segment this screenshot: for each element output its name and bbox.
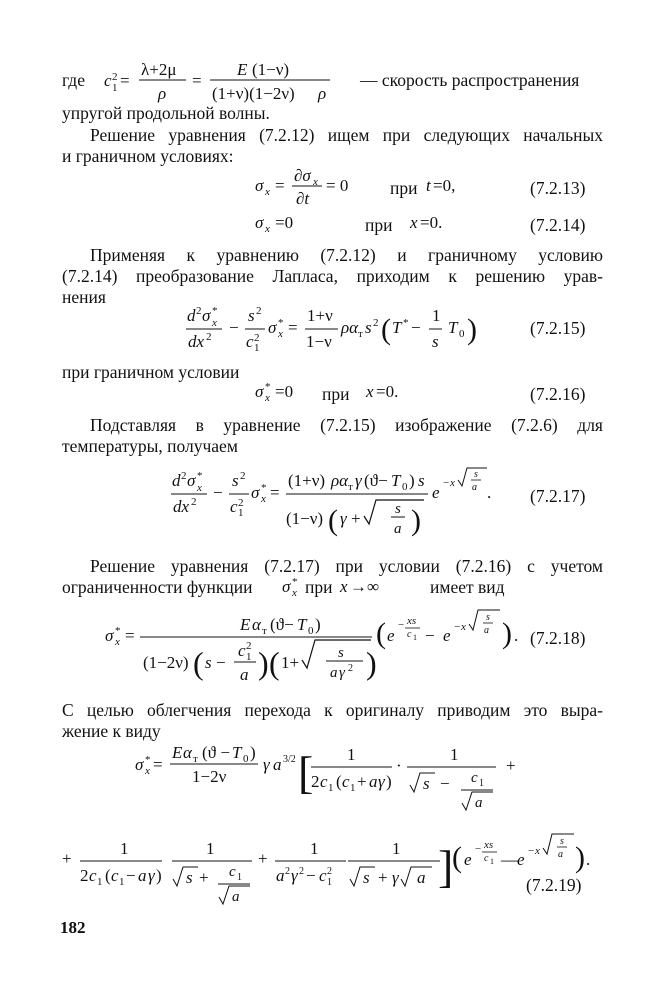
svg-text:1: 1 — [490, 857, 494, 866]
formula-c1-definition — [104, 60, 330, 103]
svg-text:σ: σ — [135, 755, 144, 774]
text-p2-line1: Решение уравнения (7.2.12) ищем при следующих начальных — [90, 125, 603, 145]
svg-text:e: e — [387, 626, 395, 645]
svg-text:x: x — [265, 223, 270, 235]
svg-text:s: s — [395, 501, 401, 517]
svg-text:2: 2 — [254, 332, 260, 344]
text-longitudinal-wave: упругой продольной волны. — [62, 103, 270, 123]
svg-text:c: c — [342, 772, 350, 791]
svg-text:т: т — [348, 481, 353, 493]
svg-text:a: a — [273, 755, 282, 774]
svg-text:t: t — [426, 176, 431, 195]
svg-text:x: x — [292, 587, 297, 599]
svg-text:s: s — [248, 306, 255, 325]
svg-text:]: ] — [438, 841, 454, 892]
svg-text:s: s — [232, 471, 239, 490]
svg-text:—: — — [501, 850, 518, 869]
svg-text:(: ( — [381, 313, 391, 346]
svg-text:ρ: ρ — [158, 84, 167, 103]
text-p4-line1: при граничном условии — [62, 362, 240, 382]
svg-text:σ: σ — [202, 306, 211, 325]
svg-text:ρα: ρα — [331, 471, 349, 490]
svg-text:c: c — [89, 866, 97, 885]
svg-text:s: s — [338, 645, 344, 661]
svg-text:=0: =0 — [275, 382, 294, 401]
text-speed-of-propagation: — скорость распространения — [360, 70, 580, 90]
svg-text:T: T — [448, 318, 458, 337]
svg-text:(1−ν): (1−ν) — [252, 60, 290, 79]
svg-text:): ) — [502, 617, 512, 650]
svg-text:1: 1 — [112, 82, 118, 94]
eq-number-7-2-14: (7.2.14) — [530, 215, 586, 235]
svg-text:c: c — [320, 772, 328, 791]
svg-text:x: x — [265, 186, 270, 198]
svg-text:1: 1 — [238, 507, 244, 519]
svg-text:−: − — [528, 845, 535, 857]
formula-7-2-14 — [255, 213, 442, 235]
svg-text:т: т — [358, 328, 363, 340]
svg-text:σ: σ — [268, 318, 277, 337]
svg-text:+: + — [506, 756, 516, 775]
eq16-cond-word: при — [322, 384, 350, 404]
svg-text:e: e — [517, 850, 525, 869]
svg-text:): ) — [409, 471, 415, 490]
svg-text:c: c — [229, 864, 236, 880]
svg-text:c: c — [238, 641, 246, 660]
svg-text:·: · — [396, 756, 402, 775]
svg-text:σ: σ — [105, 626, 114, 645]
svg-text:−: − — [398, 619, 405, 631]
svg-text:2: 2 — [238, 497, 244, 509]
eq-number-7-2-18: (7.2.18) — [530, 628, 586, 648]
svg-text:a: a — [558, 849, 563, 860]
text-p6-line1: Решение уравнения (7.2.17) при условии (7.2.16) с учетом — [90, 556, 603, 576]
eq-number-7-2-17: (7.2.17) — [530, 486, 586, 506]
svg-text:x: x — [450, 477, 455, 489]
svg-text:γ: γ — [340, 509, 347, 528]
svg-text:E: E — [240, 615, 251, 634]
svg-text:γ: γ — [263, 755, 270, 774]
svg-text:s: s — [423, 774, 430, 793]
svg-text:−: − — [454, 621, 461, 633]
svg-text:(1+ν): (1+ν) — [288, 471, 326, 490]
text-p6-line2a: ограниченности функции — [62, 577, 253, 597]
inline-x-to-infinity — [339, 577, 379, 596]
svg-text:2: 2 — [311, 772, 320, 791]
svg-text:∂t: ∂t — [296, 189, 310, 208]
svg-text:s: s — [418, 471, 425, 490]
svg-text:T: T — [391, 471, 401, 490]
svg-text:(1−2ν): (1−2ν) — [143, 653, 189, 672]
svg-text:T: T — [232, 743, 242, 762]
text-p3-line3: нения — [62, 287, 106, 307]
svg-text:1: 1 — [310, 839, 319, 858]
svg-text:0: 0 — [459, 328, 465, 340]
svg-text:1: 1 — [450, 745, 459, 764]
svg-text:): ) — [575, 841, 585, 874]
svg-text:s: s — [474, 469, 478, 480]
svg-text:−: − — [440, 774, 450, 793]
svg-text:+: + — [357, 772, 367, 791]
inline-sigma-x-star — [282, 576, 298, 599]
svg-text:): ) — [411, 504, 421, 537]
svg-text:): ) — [156, 866, 162, 885]
svg-text:a: a — [138, 866, 147, 885]
svg-text:x: x — [410, 213, 418, 232]
svg-text:*: * — [145, 754, 151, 766]
svg-text:x: x — [197, 482, 202, 494]
svg-text:): ) — [315, 615, 321, 634]
svg-text:*: * — [292, 576, 298, 588]
svg-text:d: d — [172, 471, 181, 490]
svg-text:σ: σ — [282, 577, 291, 596]
svg-text:λ+2μ: λ+2μ — [141, 60, 177, 79]
svg-text:E: E — [172, 743, 183, 762]
svg-text:(1+ν)(1−2ν): (1+ν)(1−2ν) — [212, 84, 295, 103]
svg-text:1: 1 — [392, 839, 401, 858]
svg-text:x: x — [145, 765, 150, 777]
svg-text:γ: γ — [291, 866, 298, 885]
svg-text:(: ( — [193, 645, 204, 681]
svg-text:2: 2 — [285, 866, 290, 877]
svg-text:*: * — [278, 317, 284, 329]
text-p5-line1: Подставляя в уравнение (7.2.15) изображение (7.2.6) для — [90, 415, 603, 435]
eq-number-7-2-19: (7.2.19) — [526, 875, 582, 895]
svg-text:(: ( — [452, 841, 462, 874]
svg-text:1: 1 — [246, 651, 252, 663]
formula-7-2-19-line1 — [135, 743, 516, 811]
svg-text:a: a — [232, 889, 240, 905]
svg-text:∂σ: ∂σ — [294, 166, 311, 185]
svg-text:−: − — [216, 653, 226, 672]
svg-text:(: ( — [105, 866, 111, 885]
page-number: 182 — [60, 918, 86, 937]
svg-text:c: c — [471, 770, 478, 786]
svg-text:1: 1 — [350, 782, 356, 794]
svg-text:α: α — [183, 743, 192, 762]
svg-text:.: . — [487, 483, 492, 502]
svg-text:x: x — [461, 621, 466, 633]
svg-text:1: 1 — [120, 839, 129, 858]
svg-text:.: . — [514, 626, 519, 645]
svg-text:σ: σ — [251, 483, 260, 502]
svg-text:=: = — [192, 71, 202, 90]
svg-text:x: x — [115, 636, 120, 648]
svg-text:0: 0 — [402, 481, 408, 493]
svg-text:*: * — [197, 470, 203, 482]
svg-text:1+: 1+ — [281, 653, 300, 672]
svg-text:σ: σ — [255, 382, 264, 401]
svg-text:d: d — [187, 306, 196, 325]
eq13-cond1-word: при — [390, 178, 418, 198]
svg-text:σ: σ — [255, 213, 264, 232]
svg-text:(: ( — [336, 772, 342, 791]
svg-text:(1−ν): (1−ν) — [286, 509, 324, 528]
svg-text:(ϑ−: (ϑ− — [270, 615, 294, 634]
text-p3-line1: Применяя к уравнению (7.2.12) и граничному условию — [90, 245, 603, 265]
svg-text:2: 2 — [246, 640, 252, 652]
svg-text:1: 1 — [97, 876, 103, 888]
svg-text:1: 1 — [206, 839, 215, 858]
svg-text:(: ( — [328, 504, 338, 537]
svg-text:*: * — [115, 625, 121, 637]
svg-text:−: − — [411, 318, 421, 337]
svg-text:[: [ — [298, 747, 314, 798]
svg-text:3/2: 3/2 — [283, 754, 296, 765]
svg-text:a: a — [276, 866, 285, 885]
svg-text:т: т — [262, 625, 267, 637]
svg-text:c: c — [484, 853, 489, 864]
svg-text:γ: γ — [148, 866, 155, 885]
text-where: где — [62, 70, 85, 90]
svg-text:1: 1 — [254, 342, 260, 354]
svg-text:T: T — [297, 615, 307, 634]
svg-text:1: 1 — [479, 778, 484, 789]
svg-text:s: s — [486, 612, 490, 623]
svg-text:1: 1 — [237, 872, 242, 883]
svg-text:dx: dx — [188, 332, 205, 351]
svg-text:0: 0 — [308, 625, 314, 637]
svg-text:−: − — [425, 626, 435, 645]
svg-text:x: x — [261, 493, 266, 505]
svg-text:c: c — [230, 497, 238, 516]
svg-text:e: e — [443, 626, 451, 645]
svg-text:γ: γ — [392, 868, 399, 887]
svg-text:xs: xs — [407, 615, 417, 627]
svg-text:dx: dx — [173, 497, 190, 516]
svg-text:2: 2 — [240, 470, 246, 482]
svg-text:2: 2 — [191, 496, 197, 508]
svg-text:E: E — [237, 60, 248, 79]
svg-text:): ) — [366, 645, 377, 681]
svg-text:1−2ν: 1−2ν — [192, 767, 227, 786]
eq-number-7-2-15: (7.2.15) — [530, 318, 586, 338]
svg-text:2: 2 — [112, 71, 118, 83]
svg-text:−: − — [213, 483, 223, 502]
formula-7-2-16 — [255, 381, 398, 404]
svg-text:=0.: =0. — [420, 213, 443, 232]
svg-text:1: 1 — [327, 877, 332, 888]
formula-7-2-17 — [171, 468, 491, 537]
svg-text:= 0: = 0 — [326, 176, 349, 195]
svg-text:s: s — [560, 836, 564, 847]
svg-text:−: − — [229, 318, 239, 337]
svg-text:a: a — [394, 521, 402, 537]
formula-7-2-15 — [186, 305, 477, 354]
svg-text:x: x — [313, 176, 318, 188]
svg-text:+: + — [258, 849, 268, 868]
svg-text:2: 2 — [327, 866, 332, 877]
svg-text:*: * — [261, 482, 267, 494]
svg-text:−: − — [126, 866, 136, 885]
text-p2-line2: и граничном условиях: — [62, 146, 234, 166]
eq14-cond-word: при — [365, 215, 393, 235]
svg-text:=: = — [275, 176, 285, 195]
svg-text:c: c — [319, 866, 327, 885]
svg-text:1: 1 — [432, 306, 441, 325]
svg-text:=0: =0 — [275, 213, 294, 232]
svg-text:e: e — [432, 483, 440, 502]
svg-text:2: 2 — [299, 866, 304, 877]
svg-text:1: 1 — [119, 876, 125, 888]
svg-text:x: x — [212, 317, 217, 329]
svg-text:т: т — [193, 753, 198, 765]
svg-text:(: ( — [269, 645, 280, 681]
svg-text:a: a — [240, 665, 249, 684]
svg-text:a: a — [369, 772, 378, 791]
svg-text:=: = — [153, 755, 163, 774]
svg-text:a: a — [330, 665, 338, 681]
svg-text:c: c — [246, 332, 254, 351]
svg-text:−: − — [475, 843, 482, 855]
svg-text:s: s — [432, 332, 439, 351]
svg-text:x: x — [366, 382, 374, 401]
svg-text:a: a — [484, 625, 489, 636]
svg-text:a: a — [475, 795, 483, 811]
svg-text:σ: σ — [255, 176, 264, 195]
text-p6-line2c: имеет вид — [430, 577, 505, 597]
svg-text:σ: σ — [187, 471, 196, 490]
svg-text:=0.: =0. — [376, 382, 399, 401]
svg-text:α: α — [252, 615, 261, 634]
svg-text:s: s — [363, 868, 370, 887]
svg-text:c: c — [104, 71, 112, 90]
svg-text:2: 2 — [196, 305, 202, 317]
svg-text:x: x — [340, 577, 348, 596]
svg-text:x: x — [278, 328, 283, 340]
svg-text:=: = — [125, 626, 135, 645]
svg-text:a: a — [472, 482, 477, 493]
svg-text:ρ: ρ — [318, 84, 327, 103]
eq-number-7-2-16: (7.2.16) — [530, 384, 586, 404]
svg-text:=: = — [270, 483, 280, 502]
svg-text:γ: γ — [339, 665, 345, 681]
svg-text:=0,: =0, — [433, 176, 456, 195]
svg-text:(: ( — [376, 617, 386, 650]
svg-text:1: 1 — [328, 782, 334, 794]
eq-number-7-2-13: (7.2.13) — [530, 178, 586, 198]
svg-text:−: − — [443, 477, 450, 489]
text-p5-line2: температуры, получаем — [62, 436, 238, 456]
svg-text:2: 2 — [348, 663, 353, 674]
svg-text:*: * — [265, 381, 271, 393]
svg-text:+: + — [199, 868, 209, 887]
svg-text:1: 1 — [347, 745, 356, 764]
svg-text:(ϑ −: (ϑ − — [202, 743, 230, 762]
formula-7-2-19-line2 — [62, 834, 590, 905]
svg-text:c: c — [111, 866, 119, 885]
text-p6-line2b: при — [305, 577, 333, 597]
svg-text:2: 2 — [373, 317, 379, 329]
svg-text:): ) — [258, 645, 269, 681]
svg-text:x: x — [535, 845, 540, 857]
svg-text:*: * — [403, 317, 409, 329]
svg-text:−: − — [306, 866, 316, 885]
svg-text:+: + — [351, 509, 361, 528]
svg-text:1−ν: 1−ν — [306, 332, 332, 351]
svg-text:2: 2 — [181, 470, 187, 482]
svg-text:=: = — [288, 318, 298, 337]
svg-text:s: s — [205, 653, 212, 672]
svg-text:+: + — [62, 849, 72, 868]
svg-text:*: * — [212, 305, 218, 317]
svg-text:.: . — [586, 850, 591, 869]
formula-7-2-18 — [105, 610, 518, 684]
svg-text:T: T — [392, 318, 402, 337]
svg-text:γ: γ — [355, 471, 362, 490]
svg-text:(ϑ−: (ϑ− — [364, 471, 388, 490]
text-p3-line2: (7.2.14) преобразование Лапласа, приходим к решению урав- — [62, 266, 603, 286]
svg-text:s: s — [365, 318, 372, 337]
svg-text:→∞: →∞ — [350, 577, 380, 596]
svg-text:γ: γ — [378, 772, 385, 791]
svg-text:a: a — [417, 868, 426, 887]
svg-text:): ) — [467, 313, 477, 346]
svg-text:1+ν: 1+ν — [307, 306, 333, 325]
svg-text:): ) — [386, 772, 392, 791]
svg-text:1: 1 — [413, 633, 417, 642]
formula-7-2-13 — [255, 166, 455, 208]
svg-text:c: c — [407, 629, 412, 640]
text-p7-line2: жение к виду — [62, 721, 161, 741]
svg-text:): ) — [250, 743, 256, 762]
text-p7-line1: С целью облегчения перехода к оригиналу приводим это выра- — [62, 700, 603, 720]
svg-text:0: 0 — [243, 753, 249, 765]
svg-text:s: s — [186, 868, 193, 887]
svg-text:x: x — [265, 392, 270, 404]
svg-text:e: e — [464, 850, 472, 869]
svg-text:2: 2 — [80, 866, 89, 885]
svg-text:2: 2 — [256, 305, 262, 317]
svg-text:xs: xs — [484, 839, 494, 851]
svg-text:2: 2 — [206, 331, 212, 343]
svg-text:ρα: ρα — [341, 318, 359, 337]
svg-text:+: + — [378, 868, 388, 887]
svg-text:=: = — [120, 71, 130, 90]
